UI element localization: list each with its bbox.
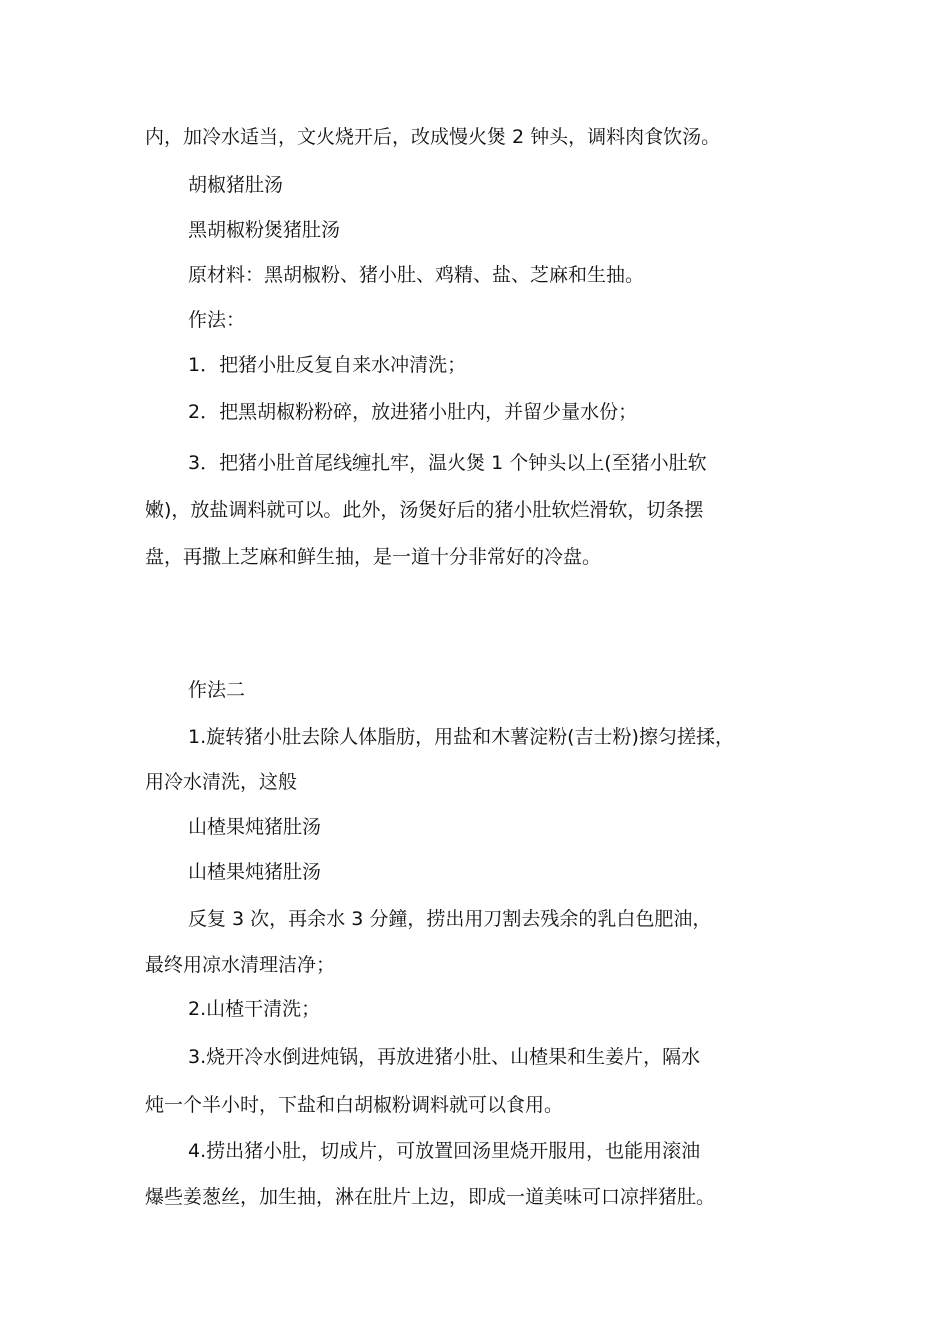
text-line: 炖一个半小时，下盐和白胡椒粉调料就可以食用。: [145, 1094, 564, 1116]
text-line: 反复 3 次，再余水 3 分鐘，捞出用刀割去残余的乳白色肥油，: [188, 908, 712, 930]
recipe-title: 黑胡椒粉煲猪肚汤: [188, 219, 341, 241]
method-heading: 作法：: [188, 309, 246, 331]
text-line: 盘，再撒上芝麻和鲜生抽，是一道十分非常好的冷盘。: [145, 546, 602, 568]
step-line: 1.旋转猪小肚去除人体脂肪，用盐和木薯淀粉(吉士粉)擦匀搓揉，: [188, 726, 734, 748]
text-line: 嫩)，放盐调料就可以。此外，汤煲好后的猪小肚软烂滑软，切条摆: [145, 499, 704, 521]
step-line: 3.烧开冷水倒进炖锅，再放进猪小肚、山楂果和生姜片，隔水: [188, 1046, 701, 1068]
step-line: 2.山楂干清洗；: [188, 998, 321, 1020]
step-line: 1．把猪小肚反复自来水冲清洗；: [188, 354, 467, 376]
text-line: 内，加冷水适当，文火烧开后，改成慢火煲 2 钟头，调料肉食饮汤。: [145, 126, 721, 148]
step-line: 3．把猪小肚首尾线缠扎牢，温火煲 1 个钟头以上(至猪小肚软: [188, 452, 707, 474]
step-line: 2．把黑胡椒粉粉碎，放进猪小肚内，并留少量水份；: [188, 401, 638, 423]
ingredients-line: 原材料：黑胡椒粉、猪小肚、鸡精、盐、芝麻和生抽。: [188, 264, 645, 286]
text-line: 用冷水清洗，这般: [145, 771, 298, 793]
text-line: 最终用凉水清理洁净；: [145, 954, 336, 976]
recipe-heading: 山楂果炖猪肚汤: [188, 816, 322, 838]
step-line: 4.捞出猪小肚，切成片，可放置回汤里烧开服用，也能用滚油: [188, 1140, 701, 1162]
recipe-title: 山楂果炖猪肚汤: [188, 861, 322, 883]
text-line: 爆些姜葱丝，加生抽，淋在肚片上边，即成一道美味可口凉拌猪肚。: [145, 1186, 716, 1208]
method-two-heading: 作法二: [188, 679, 246, 701]
recipe-heading: 胡椒猪肚汤: [188, 174, 284, 196]
